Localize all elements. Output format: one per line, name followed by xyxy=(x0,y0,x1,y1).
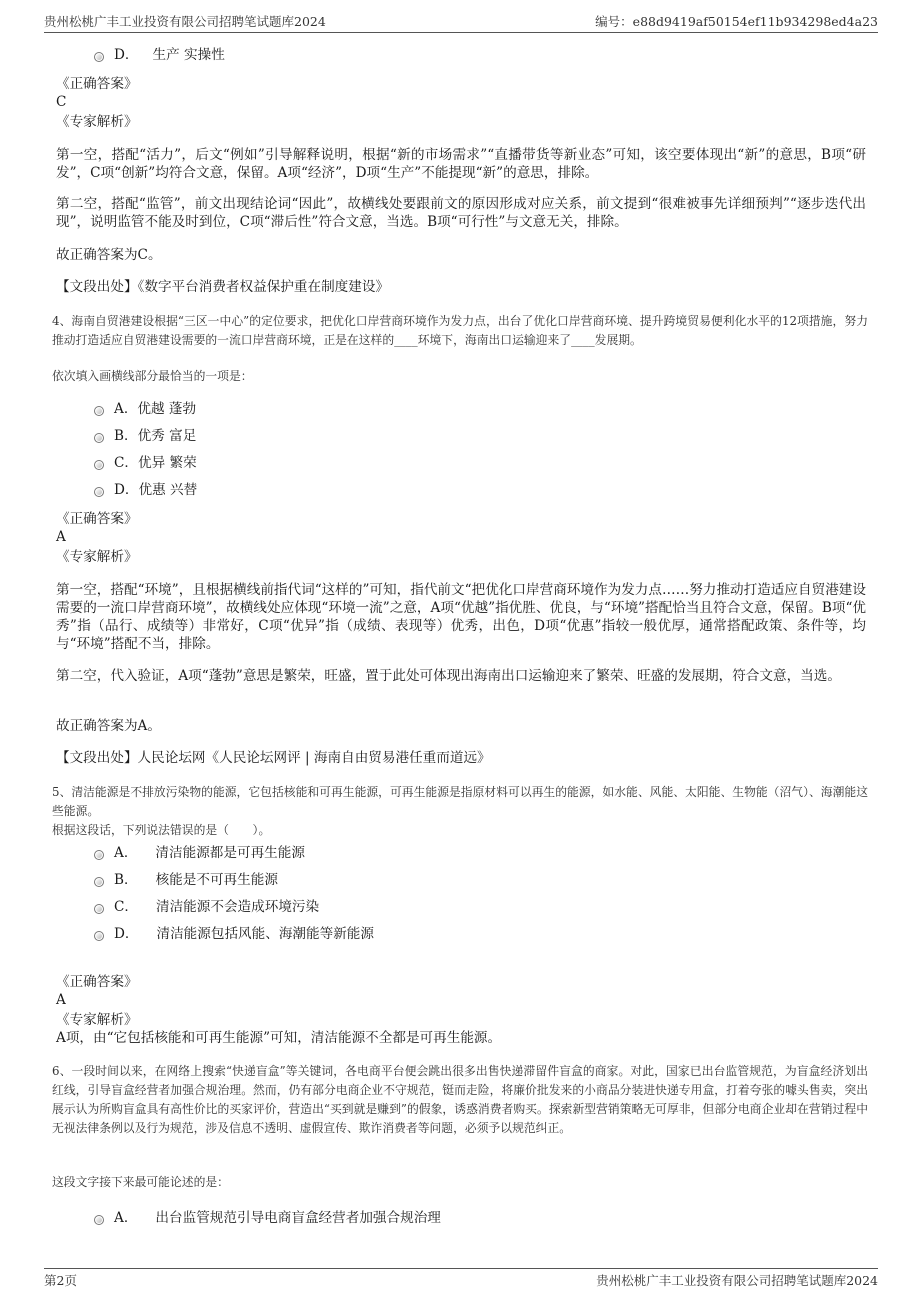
option-text: 优越 蓬勃 xyxy=(137,401,197,417)
answer-value: A xyxy=(56,529,66,545)
option-letter: B． xyxy=(114,428,138,444)
footer-rule xyxy=(44,1268,878,1269)
option-text: 优异 繁荣 xyxy=(138,455,197,471)
option-text: 优惠 兴替 xyxy=(138,482,198,498)
option-letter: D． xyxy=(114,482,139,498)
header-rule xyxy=(44,32,878,33)
option-text: 清洁能源不会造成环境污染 xyxy=(156,899,320,915)
footer-title: 贵州松桃广丰工业投资有限公司招聘笔试题库2024 xyxy=(596,1273,878,1288)
radio-icon[interactable] xyxy=(94,433,104,443)
q5-option-d[interactable] xyxy=(94,925,374,943)
q4-option-a[interactable] xyxy=(94,400,196,418)
source-citation: 【文段出处】人民论坛网《人民论坛网评 | 海南自由贸易港任重而道远》 xyxy=(56,750,491,766)
answer-value: C xyxy=(56,94,67,110)
q4-option-c[interactable] xyxy=(94,454,197,472)
analysis-paragraph: 第二空，代入验证，A项“蓬勃”意思是繁荣，旺盛，置于此处可体现出海南出口运输迎来了繁荣、旺盛的发展期，符合文意，当选。 xyxy=(56,668,841,684)
q5-option-c[interactable] xyxy=(94,898,319,916)
radio-icon[interactable] xyxy=(94,460,104,470)
answer-label: 《正确答案》 xyxy=(56,511,138,527)
analysis-label: 《专家解析》 xyxy=(56,549,138,565)
q5-option-b[interactable] xyxy=(94,871,278,889)
option-letter: A． xyxy=(114,1210,138,1226)
option-letter: D． xyxy=(114,47,139,63)
radio-icon[interactable] xyxy=(94,850,104,860)
answer-label: 《正确答案》 xyxy=(56,76,138,92)
option-letter: A． xyxy=(114,845,138,861)
q3-option-d[interactable] xyxy=(94,46,225,64)
q6-option-a[interactable] xyxy=(94,1209,441,1227)
analysis-paragraph: 第一空，搭配“活力”，后文“例如”引导解释说明，根据“新的市场需求”“直播带货等新业态”可知，该空要体现出“新”的意思，B项“研发”，C项“创新”均符合文意，保留。A项“经济”，D项“生产”不能提现“新”的意思，排除。 xyxy=(56,147,866,181)
answer-value: A xyxy=(56,992,66,1008)
question-prompt: 根据这段话，下列说法错误的是（ ）。 xyxy=(52,823,271,837)
question-prompt: 依次填入画横线部分最恰当的一项是： xyxy=(52,369,253,383)
option-letter: B． xyxy=(114,872,138,888)
radio-icon[interactable] xyxy=(94,877,104,887)
source-citation: 【文段出处】《数字平台消费者权益保护重在制度建设》 xyxy=(56,279,390,295)
page-number: 第2页 xyxy=(44,1273,77,1288)
analysis-label: 《专家解析》 xyxy=(56,114,138,130)
radio-icon[interactable] xyxy=(94,1215,104,1225)
header-title: 贵州松桃广丰工业投资有限公司招聘笔试题库2024 xyxy=(44,14,326,29)
option-letter: A． xyxy=(114,401,138,417)
option-text: 出台监管规范引导电商盲盒经营者加强合规治理 xyxy=(155,1210,441,1226)
radio-icon[interactable] xyxy=(94,904,104,914)
radio-icon[interactable] xyxy=(94,487,104,497)
q4-option-b[interactable] xyxy=(94,427,196,445)
analysis-paragraph: 第一空，搭配“环境”，且根据横线前指代词“这样的”可知，指代前文“把优化口岸营商环境作为发力点……努力推动打造适应自贸港建设需要的一流口岸营商环境”，故横线处应体现“环境一流”之意，A项“优越”指优胜、优良，与“环境”搭配恰当且符合文意，保留。B项“优秀”指（品行、成绩等）非常好，C项“优异”指（成绩、表现等）优秀，出色，D项“优惠”指较一般优厚，通常搭配政策、条件等，均与“环境”搭配不当，排除。 xyxy=(56,582,866,652)
question-stem: 6、一段时间以来，在网络上搜索“快递盲盒”等关键词，各电商平台便会跳出很多出售快递滞留件盲盒的商家。对此，国家已出台监管规范，为盲盒经济划出红线，引导盲盒经营者加强合规治理。然而，仍有部分电商企业不守规范，铤而走险，将廉价批发来的小商品分装进快递专用盒，打着夸张的噱头售卖，突出展示认为所购盲盒具有高性价比的买家评价，营造出“买到就是赚到”的假象，诱惑消费者购买。探索新型营销策略无可厚非，但部分电商企业却在营销过程中无视法律条例以及行为规范，涉及信息不透明、虚假宣传、欺诈消费者等问题，必须予以规范纠正。 xyxy=(52,1064,868,1135)
answer-label: 《正确答案》 xyxy=(56,974,138,990)
option-text: 清洁能源包括风能、海潮能等新能源 xyxy=(156,926,374,942)
radio-icon[interactable] xyxy=(94,931,104,941)
conclusion: 故正确答案为C。 xyxy=(56,247,162,263)
question-stem: 5、清洁能源是不排放污染物的能源，它包括核能和可再生能源，可再生能源是指原材料可以再生的能源，如水能、风能、太阳能、生物能（沼气）、海潮能这些能源。 xyxy=(52,785,868,818)
radio-icon[interactable] xyxy=(94,52,104,62)
analysis-paragraph: 第二空，搭配“监管”，前文出现结论词“因此”，故横线处要跟前文的原因形成对应关系，前文提到“很难被事先详细预判”“逐步迭代出现”，说明监管不能及时到位，C项“滞后性”符合文意，当选。B项“可行性”与文意无关，排除。 xyxy=(56,196,866,230)
analysis-paragraph: A项，由“它包括核能和可再生能源”可知，清洁能源不全都是可再生能源。 xyxy=(56,1030,502,1046)
question-prompt: 这段文字接下来最可能论述的是： xyxy=(52,1175,229,1189)
option-letter: D． xyxy=(114,926,139,942)
option-text: 核能是不可再生能源 xyxy=(155,872,278,888)
q5-option-a[interactable] xyxy=(94,844,305,862)
option-letter: C． xyxy=(114,455,138,471)
radio-icon[interactable] xyxy=(94,406,104,416)
option-text: 生产 实操性 xyxy=(152,47,225,63)
option-letter: C． xyxy=(114,899,138,915)
analysis-label: 《专家解析》 xyxy=(56,1012,138,1028)
document-id: 编号：e88d9419af50154ef11b934298ed4a23 xyxy=(595,14,878,29)
option-text: 清洁能源都是可再生能源 xyxy=(155,845,305,861)
conclusion: 故正确答案为A。 xyxy=(56,718,161,734)
q4-option-d[interactable] xyxy=(94,481,197,499)
option-text: 优秀 富足 xyxy=(137,428,197,444)
question-stem: 4、海南自贸港建设根据“三区一中心”的定位要求，把优化口岸营商环境作为发力点，出台了优化口岸营商环境、提升跨境贸易便利化水平的12项措施，努力推动打造适应自贸港建设需要的一流口岸营商环境，正是在这样的____环境下，海南出口运输迎来了____发展期。 xyxy=(52,314,868,347)
